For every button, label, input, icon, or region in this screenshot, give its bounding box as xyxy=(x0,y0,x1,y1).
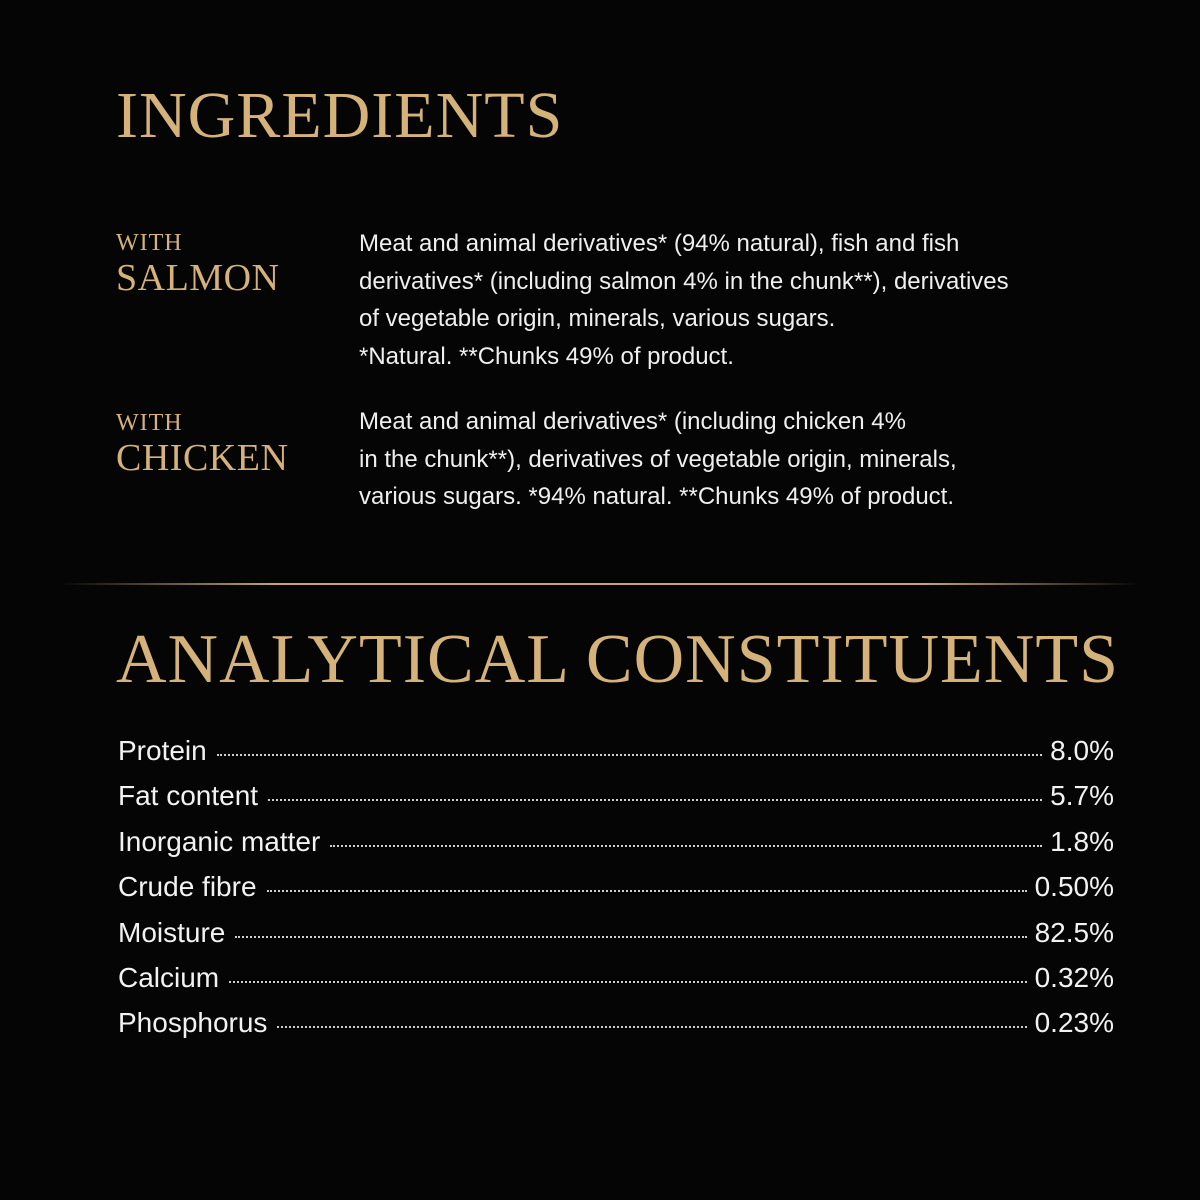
constituent-name: Crude fibre xyxy=(118,871,257,903)
dot-leader xyxy=(277,1026,1026,1028)
constituent-row-phosphorus xyxy=(118,1000,1114,1045)
constituent-value: 82.5% xyxy=(1034,916,1114,948)
dot-leader xyxy=(235,936,1026,938)
constituent-value: 1.8% xyxy=(1050,825,1114,857)
constituent-value: 0.32% xyxy=(1034,961,1114,993)
variant-label-chicken xyxy=(116,408,288,478)
constituent-name: Phosphorus xyxy=(118,1007,268,1039)
ingredient-footnote: *Natural. **Chunks 49% of product. xyxy=(359,342,734,370)
ingredients-heading: INGREDIENTS xyxy=(116,79,564,152)
ingredient-line: various sugars. *94% natural. **Chunks 49% of product. xyxy=(359,483,954,510)
dot-leader xyxy=(229,981,1026,983)
constituents-list xyxy=(118,728,1114,1046)
dot-leader xyxy=(268,799,1042,801)
constituents-heading: ANALYTICAL CONSTITUENTS xyxy=(116,621,1120,698)
dot-leader xyxy=(267,890,1027,892)
constituent-value: 0.50% xyxy=(1034,871,1114,903)
dot-leader xyxy=(217,754,1042,756)
section-divider xyxy=(60,583,1140,585)
variant-label-prefix: WITH xyxy=(116,230,183,256)
ingredient-text-chicken xyxy=(359,403,1139,516)
ingredient-line: Meat and animal derivatives* (including chicken 4% xyxy=(359,408,906,435)
constituent-name: Calcium xyxy=(118,961,220,993)
constituent-row-crude-fibre xyxy=(118,864,1114,909)
ingredient-line: in the chunk**), derivatives of vegetable origin, minerals, xyxy=(359,445,957,473)
constituent-value: 0.23% xyxy=(1034,1007,1114,1039)
constituent-name: Inorganic matter xyxy=(118,825,321,857)
constituent-name: Protein xyxy=(118,735,207,766)
constituent-value: 8.0% xyxy=(1050,735,1114,766)
variant-label-name: SALMON xyxy=(116,257,280,299)
dot-leader xyxy=(330,845,1042,847)
variant-label-name: CHICKEN xyxy=(116,437,289,479)
constituent-name: Moisture xyxy=(118,916,226,948)
constituent-row-moisture xyxy=(118,910,1114,955)
ingredient-line: Meat and animal derivatives* (94% natural), fish and fish xyxy=(359,230,960,257)
constituent-value: 5.7% xyxy=(1050,780,1114,812)
constituent-name: Fat content xyxy=(118,780,259,812)
variant-label-salmon xyxy=(116,228,279,298)
constituent-row-calcium xyxy=(118,955,1114,1000)
constituent-row-fat-content xyxy=(118,773,1114,818)
ingredient-line: of vegetable origin, minerals, various sugars. xyxy=(359,305,836,332)
constituent-row-inorganic-matter xyxy=(118,819,1114,864)
ingredient-text-salmon xyxy=(359,225,1139,375)
ingredient-line: derivatives* (including salmon 4% in the chunk**), derivatives xyxy=(359,267,1009,295)
constituent-row-protein xyxy=(118,728,1114,773)
variant-label-prefix: WITH xyxy=(116,410,183,436)
